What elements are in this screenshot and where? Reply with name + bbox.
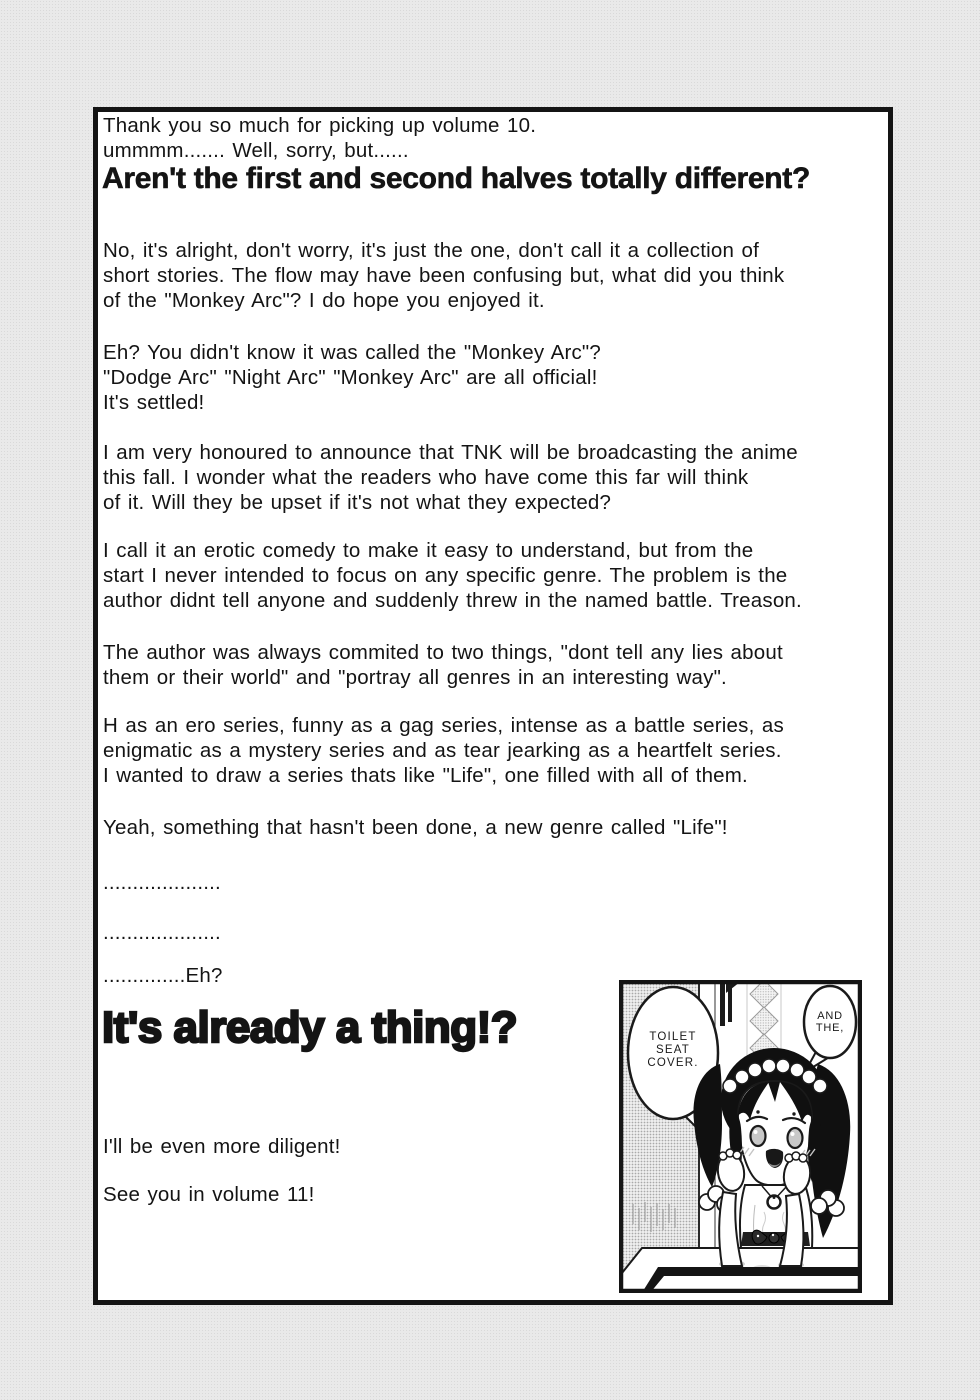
bubble-toilet-line-3: COVER. xyxy=(647,1057,699,1069)
closing-line-2: See you in volume 11! xyxy=(103,1183,315,1206)
headline: Aren't the first and second halves totally different? xyxy=(102,162,811,195)
ellipsis-line-2: .................... xyxy=(103,921,221,944)
paragraph-6: H as an ero series, funny as a gag series, intense as a battle series, as enigmatic as a mystery series and as tear jearking as a heartfelt series. I wanted to draw a series thats like "Life", one filled with all of them. xyxy=(103,714,784,787)
paragraph-3: I am very honoured to announce that TNK will be broadcasting the anime this fall. I wonder what the readers who have come this far will think of it. Will they be upset if it's not what they expected? xyxy=(103,441,798,514)
paragraph-7: Yeah, something that hasn't been done, a new genre called "Life"! xyxy=(103,816,728,839)
paragraph-2: Eh? You didn't know it was called the "Monkey Arc"? "Dodge Arc" "Night Arc" "Monkey Arc" are all official! It's settled! xyxy=(103,341,602,414)
closing-line-1: I'll be even more diligent! xyxy=(103,1135,341,1158)
paragraph-5: The author was always commited to two things, "dont tell any lies about them or their world" and "portray all genres in an interesting way". xyxy=(103,641,783,689)
paragraph-4: I call it an erotic comedy to make it easy to understand, but from the start I never intended to focus on any specific genre. The problem is the author didnt tell anyone and suddenly threw in the named battle. Treason. xyxy=(103,539,802,612)
paper-sheet xyxy=(93,107,893,1305)
bubble-and-the-line-1: AND xyxy=(817,1010,843,1022)
bubble-and-the-line-2: THE, xyxy=(815,1022,845,1034)
paragraph-1: No, it's alright, don't worry, it's just the one, don't call it a collection of short stories. The flow may have been confusing but, what did you think of the "Monkey Arc"? I do hope you enjoyed it. xyxy=(103,239,785,312)
ellipsis-line-3: ..............Eh? xyxy=(103,964,223,987)
manga-panel xyxy=(619,980,862,1293)
shout-text: It's already a thing!? xyxy=(102,1003,518,1052)
ellipsis-line-1: .................... xyxy=(103,871,221,894)
bubble-toilet-line-2: SEAT xyxy=(656,1044,690,1056)
bubble-toilet-line-1: TOILET xyxy=(649,1031,697,1043)
intro-text: Thank you so much for picking up volume 10. ummmm....... Well, sorry, but...... xyxy=(103,114,537,162)
